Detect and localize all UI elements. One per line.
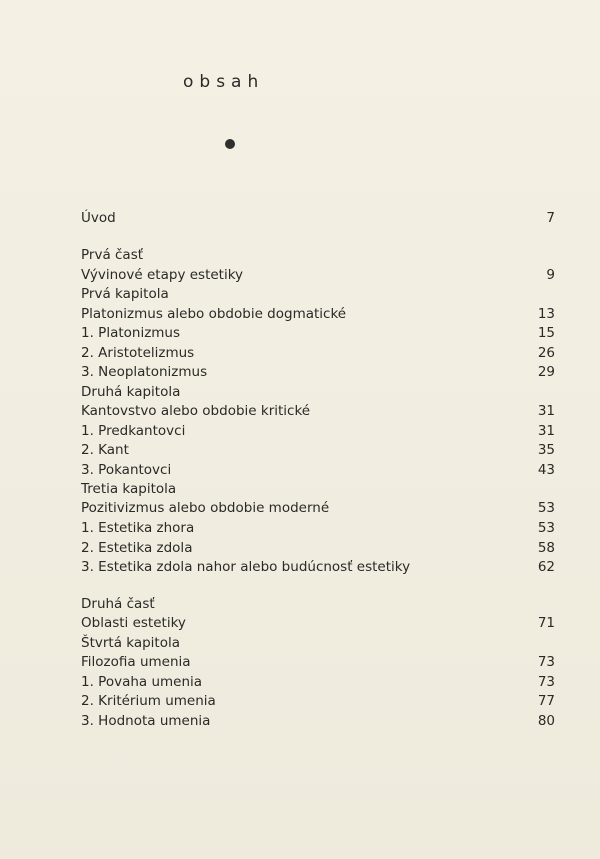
toc-entry (81, 672, 555, 692)
toc-entry-page: 77 (537, 693, 555, 709)
toc-entry-label: 2. Kant (81, 442, 129, 458)
toc-entry-label: Druhá časť (81, 596, 155, 612)
toc-entry-page: 15 (537, 325, 555, 341)
toc-entry (81, 362, 555, 382)
toc-entry (81, 401, 555, 421)
toc-entry-label: Vývinové etapy estetiky (81, 267, 244, 283)
toc-entry-label: Druhá kapitola (81, 384, 181, 400)
toc-entry (81, 594, 555, 614)
toc-entry (81, 498, 555, 518)
toc-entry-page: 26 (537, 345, 555, 361)
toc-entry (81, 518, 555, 538)
toc-entry-page: 13 (537, 306, 555, 322)
toc-entry-label: Oblasti estetiky (81, 615, 186, 631)
toc-entry-page: 58 (537, 540, 555, 556)
toc-entry-label: Platonizmus alebo obdobie dogmatické (81, 306, 347, 322)
toc-entry (81, 323, 555, 343)
toc-entry (81, 479, 555, 499)
toc-entry-label: Filozofia umenia (81, 654, 191, 670)
toc-entry-page: 62 (537, 559, 555, 575)
toc-entry (81, 460, 555, 480)
toc-entry-label: Tretia kapitola (81, 481, 177, 497)
toc-entry-page: 43 (537, 462, 555, 478)
toc-entry (81, 284, 555, 304)
page-title: obsah (183, 72, 265, 92)
toc-entry (81, 613, 555, 633)
toc-entry-page: 53 (537, 520, 555, 536)
toc-entry-label: 3. Neoplatonizmus (81, 364, 208, 380)
toc-entry (81, 382, 555, 402)
toc-entry-page: 7 (546, 210, 555, 226)
toc-entry-label: Pozitivizmus alebo obdobie moderné (81, 500, 330, 516)
toc-entry (81, 691, 555, 711)
toc-entry-page: 73 (537, 654, 555, 670)
toc-entry-label: 2. Estetika zdola (81, 540, 193, 556)
toc-entry-label: Úvod (81, 210, 116, 226)
toc-entry-page: 53 (537, 500, 555, 516)
toc-entry-label: Kantovstvo alebo obdobie kritické (81, 403, 311, 419)
toc-entry-label: 3. Estetika zdola nahor alebo budúcnosť estetiky (81, 559, 411, 575)
toc-entry-page: 80 (537, 713, 555, 729)
toc-entry (81, 538, 555, 558)
toc-entry-page: 29 (537, 364, 555, 380)
toc-entry (81, 304, 555, 324)
toc-entry-label: 2. Kritérium umenia (81, 693, 216, 709)
toc-entry-label: 1. Predkantovci (81, 423, 186, 439)
toc-entry-label: 2. Aristotelizmus (81, 345, 195, 361)
toc-entry-label: 1. Estetika zhora (81, 520, 195, 536)
toc-entry (81, 245, 555, 265)
toc-entry-page: 31 (537, 423, 555, 439)
toc-entry-page: 73 (537, 674, 555, 690)
toc-entry-page: 9 (546, 267, 555, 283)
toc-entry (81, 633, 555, 653)
toc-entry (81, 421, 555, 441)
toc-entry-page: 71 (537, 615, 555, 631)
toc-entry-label: 3. Pokantovci (81, 462, 172, 478)
toc-entry (81, 343, 555, 363)
toc-entry-label: 3. Hodnota umenia (81, 713, 211, 729)
toc-entry (81, 208, 555, 228)
toc-entry-label: 1. Povaha umenia (81, 674, 203, 690)
toc-entry (81, 652, 555, 672)
toc-entry (81, 557, 555, 577)
toc-entry-label: Prvá kapitola (81, 286, 169, 302)
toc-entry-page: 31 (537, 403, 555, 419)
toc-entry-label: 1. Platonizmus (81, 325, 181, 341)
toc-entry-label: Prvá časť (81, 247, 144, 263)
toc-entry-label: Štvrtá kapitola (81, 635, 181, 651)
toc-entry (81, 440, 555, 460)
toc-entry-page: 35 (537, 442, 555, 458)
ornament-dot (225, 139, 235, 149)
toc-entry (81, 711, 555, 731)
toc-entry (81, 265, 555, 285)
